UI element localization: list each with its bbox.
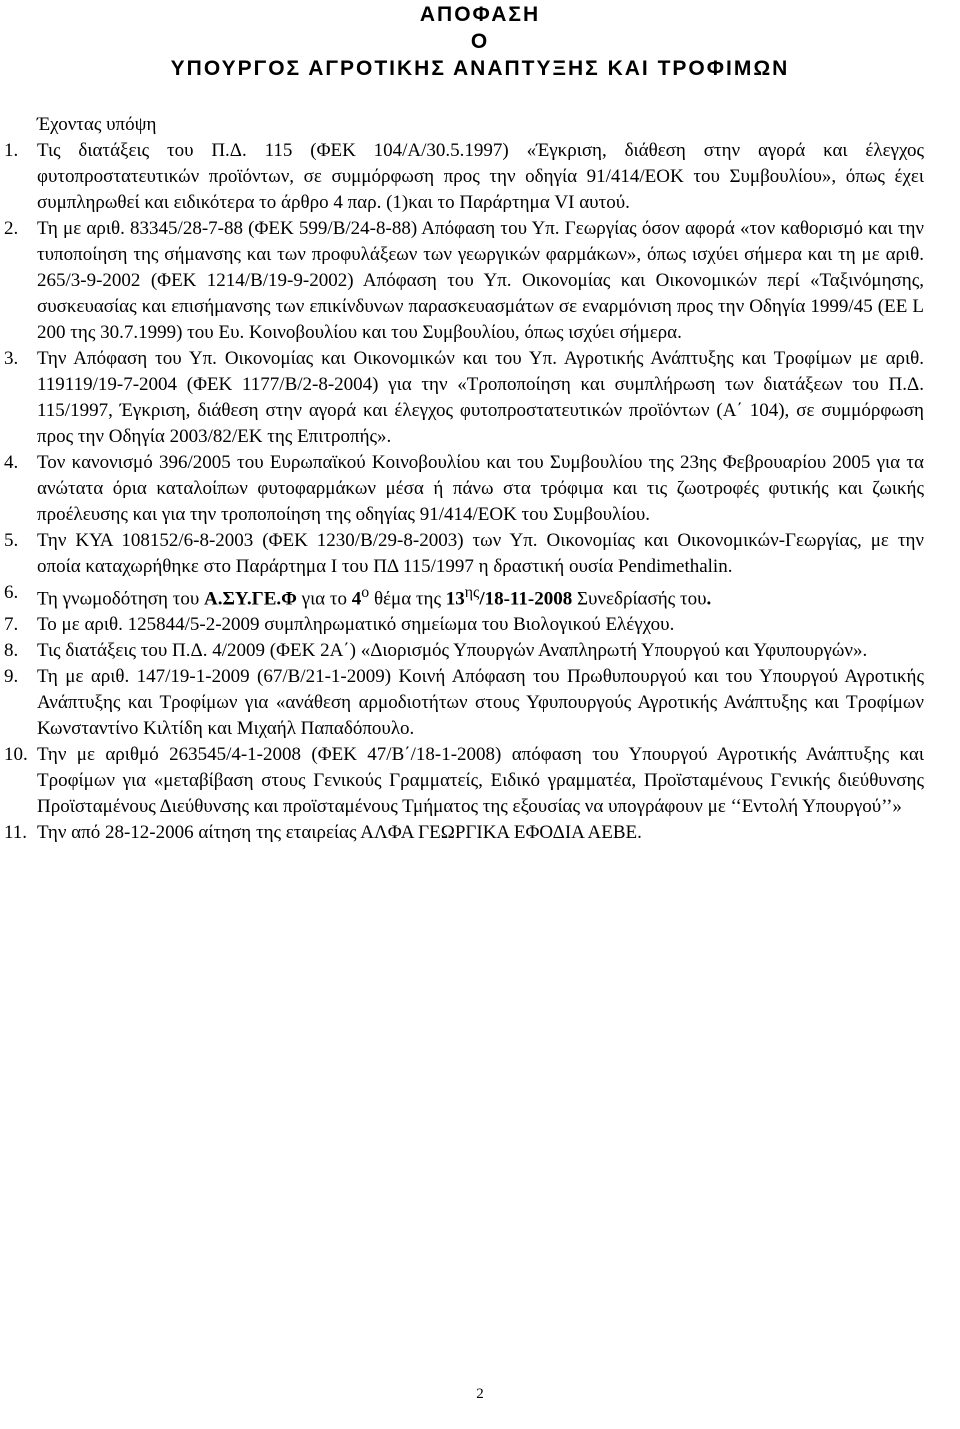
- item-text-part: για το: [296, 588, 352, 610]
- list-item: [4, 216, 924, 346]
- item-number: 10.: [4, 744, 28, 766]
- item-number: 5.: [4, 530, 19, 551]
- ministry-heading: ΥΠΟΥΡΓΟΣ ΑΓΡΟΤΙΚΗΣ ΑΝΑΠΤΥΞΗΣ ΚΑΙ ΤΡΟΦΙΜΩΝ: [170, 57, 790, 80]
- item-number: 1.: [4, 140, 19, 161]
- item-number: 9.: [4, 666, 19, 688]
- list-item: [4, 664, 924, 742]
- list-item: [4, 580, 924, 612]
- item-number: 8.: [4, 640, 19, 662]
- item-text: Την με αριθμό 263545/4-1-2008 (ΦΕΚ 47/Β΄/18-1-2008) απόφαση του Υπουργού Αγροτικής Ανάπτυξης και Τροφίμων για «μεταβίβαση στους Γενικούς Γραμματείς, Ειδικό γραμματέα, Προϊσταμένους Γενικής διεύθυνσης Προϊσταμένους Διεύθυνσης και προϊσταμένους Τμήματος της εξουσίας να υπογράφουν με ‘‘Εντολή Υπουργού’’»: [37, 744, 924, 818]
- topic-number: 4: [351, 588, 362, 610]
- committee-name: Α.ΣΥ.ΓΕ.Φ: [204, 588, 297, 610]
- list-item: [4, 820, 924, 846]
- item-text: Την Απόφαση του Υπ. Οικονομίας και Οικονομικών και του Υπ. Αγροτικής Ανάπτυξης και Τροφίμων με αριθ. 119119/19-7-2004 (ΦΕΚ 1177/Β/2-8-2004) για την «Τροποποίηση και συμπλήρωση των διατάξεων του Π.Δ. 115/1997, Έγκριση, διάθεση στην αγορά και έλεγχος φυτοπροστατευτικών προϊόντων (Α΄ 104), σε συμμόρφωση προς την Οδηγία 2003/82/ΕΚ της Επιτροπής».: [37, 348, 924, 447]
- item-number: 3.: [4, 348, 19, 369]
- list-item: [4, 450, 924, 528]
- session-number: 13: [445, 588, 465, 610]
- item-number: 6.: [4, 582, 19, 603]
- ordinal-suffix: ο: [361, 584, 370, 601]
- item-text: Την ΚΥΑ 108152/6-8-2003 (ΦΕΚ 1230/Β/29-8-2003) των Υπ. Οικονομίας και Οικονομικών-Γεωργίας, με την οποία καταχωρήθηκε στο Παράρτημα Ι του ΠΔ 115/1997 η δραστική ουσία Pendimethalin.: [37, 530, 924, 577]
- item-text: [37, 580, 924, 612]
- item-text: Τις διατάξεις του Π.Δ. 115 (ΦΕΚ 104/Α/30.5.1997) «Έγκριση, διάθεση στην αγορά και έλεγχος φυτοπροστατευτικών προϊόντων, σε συμμόρφωση προς την οδηγία 91/414/ΕΟΚ του Συμβουλίου», όπως έχει συμπληρωθεί και ειδικότερα το άρθρο 4 παρ. (1)και το Παράρτημα VI αυτού.: [37, 140, 924, 213]
- document-header: [0, 0, 960, 82]
- item-text: Τις διατάξεις του Π.Δ. 4/2009 (ΦΕΚ 2Α΄) «Διορισμός Υπουργών Αναπληρωτή Υπουργού και Υφυπουργών».: [37, 640, 868, 662]
- item-number: 2.: [4, 218, 19, 239]
- item-text-part: Τη γνωμοδότηση του: [37, 588, 205, 610]
- list-item: [4, 638, 924, 664]
- list-item: [4, 138, 924, 216]
- decision-article: Ο: [470, 30, 490, 53]
- session-date: /18-11-2008: [479, 588, 573, 610]
- item-text: Τον κανονισμό 396/2005 του Ευρωπαϊκού Κοινοβουλίου και του Συμβουλίου της 23ης Φεβρουαρίου 2005 για τα ανώτατα όρια καταλοίπων φυτοφαρμάκων μέσα ή πάνω στα τρόφιμα και τις ζωοτροφές φυτικής και ζωικής προέλευσης και για την τροποποίηση της οδηγίας 91/414/ΕΟΚ του Συμβουλίου.: [37, 452, 924, 525]
- document-body: [4, 112, 924, 846]
- page-number: 2: [476, 1386, 484, 1402]
- list-item: [4, 742, 924, 820]
- intro-text: Έχοντας υπόψη: [37, 114, 157, 135]
- list-item: [4, 612, 924, 638]
- list-item: [4, 346, 924, 450]
- item-text: Τη με αριθ. 147/19-1-2009 (67/Β/21-1-2009) Κοινή Απόφαση του Πρωθυπουργού και του Υπουργού Αγροτικής Ανάπτυξης και Τροφίμων για «ανάθεση αρμοδιοτήτων στους Υφυπουργούς Αγροτικής Ανάπτυξης και Τροφίμων Κωνσταντίνο Κιλτίδη και Μιχαήλ Παπαδόπουλο.: [37, 666, 924, 740]
- item-number: 7.: [4, 614, 19, 636]
- item-text: Τη με αριθ. 83345/28-7-88 (ΦΕΚ 599/Β/24-8-88) Απόφαση του Υπ. Γεωργίας όσον αφορά «τον καθορισμό και την τυποποίηση της σήμανσης και των προφυλάξεων των γεωργικών φαρμάκων», όπως ισχύει σήμερα και τη με αριθ. 265/3-9-2002 (ΦΕΚ 1214/Β/19-9-2002) Απόφαση του Υπ. Οικονομίας και Οικονομικών περί «Ταξινόμησης, συσκευασίας και επισήμανσης των επικίνδυνων παρασκευασμάτων σε εναρμόνιση προς την Οδηγία 1999/45 (ΕΕ L 200 της 30.7.1999) του Ευ. Κοινοβουλίου και του Συμβουλίου, όπως ισχύει σήμερα.: [37, 218, 924, 343]
- item-text: Την από 28-12-2006 αίτηση της εταιρείας ΑΛΦΑ ΓΕΩΡΓΙΚΑ ΕΦΟΔΙΑ ΑΕΒΕ.: [37, 822, 642, 844]
- item-text-part: θέμα της: [369, 588, 446, 610]
- item-text: Το με αριθ. 125844/5-2-2009 συμπληρωματικό σημείωμα του Βιολογικού Ελέγχου.: [37, 614, 675, 636]
- item-text-part: Συνεδρίασής του: [572, 588, 707, 610]
- item-text-period: .: [706, 588, 712, 610]
- ordinal-suffix: ης: [464, 584, 480, 601]
- decision-title: ΑΠΟΦΑΣΗ: [419, 3, 541, 26]
- item-number: 4.: [4, 452, 19, 473]
- item-number: 11.: [4, 822, 28, 844]
- list-item: [4, 528, 924, 580]
